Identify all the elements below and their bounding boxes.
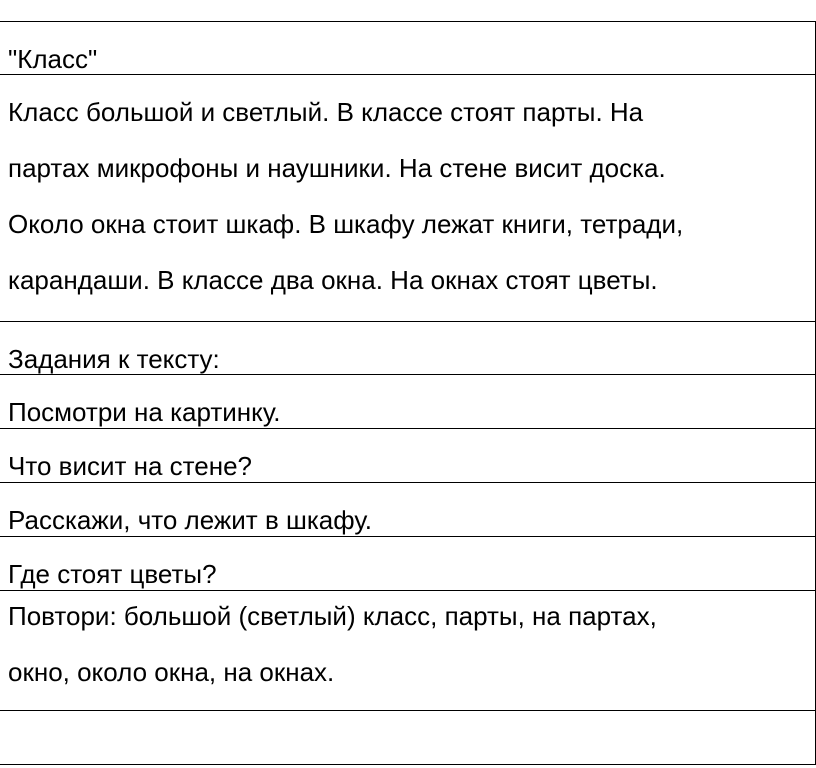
- empty-row: [0, 711, 815, 765]
- task-item: Расскажи, что лежит в шкафу.: [8, 505, 372, 535]
- repeat-line: окно, около окна, на окнах.: [8, 657, 335, 687]
- worksheet-title: "Класс": [8, 44, 98, 74]
- task-row: [0, 537, 815, 591]
- repeat-line: Повтори: большой (светлый) класс, парты, на партах,: [8, 601, 657, 631]
- reading-text-row: [0, 75, 815, 322]
- worksheet-table: [0, 21, 816, 765]
- text-line: карандаши. В классе два окна. На окнах стоят цветы.: [8, 265, 658, 295]
- repeat-row: [0, 588, 815, 711]
- task-row: [0, 375, 815, 429]
- task-row: [0, 483, 815, 537]
- text-line: Около окна стоит шкаф. В шкафу лежат книги, тетради,: [8, 209, 684, 239]
- tasks-heading: Задания к тексту:: [8, 344, 220, 374]
- task-item: Посмотри на картинку.: [8, 397, 281, 427]
- task-row: [0, 429, 815, 483]
- task-item: Что висит на стене?: [8, 451, 253, 481]
- title-row: [0, 22, 815, 75]
- text-line: Класс большой и светлый. В классе стоят парты. На: [8, 97, 644, 127]
- task-item: Где стоят цветы?: [8, 559, 217, 589]
- text-line: партах микрофоны и наушники. На стене висит доска.: [8, 153, 666, 183]
- tasks-heading-row: [0, 322, 815, 375]
